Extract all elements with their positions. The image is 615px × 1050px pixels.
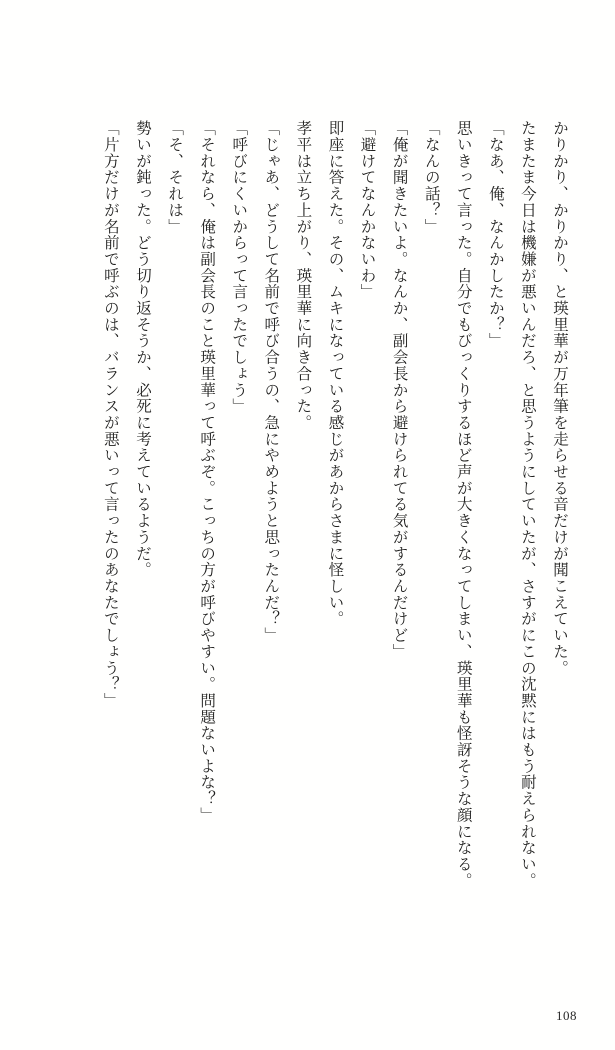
page-text-body: [35, 120, 575, 990]
paragraph: 「片方だけが名前で呼ぶのは、バランスが悪いって言ったのあなたでしょう？」: [101, 120, 119, 709]
paragraph: 即座に答えた。その、ムキになっている感じがあからさまに怪しい。: [326, 120, 344, 627]
paragraph: かりかり、かりかり、と瑛里華が万年筆を走らせる音だけが聞こえていた。: [551, 120, 568, 676]
paragraph: 孝平は立ち上がり、瑛里華に向き合った。: [294, 120, 312, 431]
paragraph: 「俺が聞きたいよ。なんか、副会長から避けられてる気がするんだけど」: [390, 120, 408, 660]
page-number: 108: [555, 1008, 577, 1023]
paragraph: 「避けてなんかないわ」: [358, 120, 376, 300]
paragraph: 「じゃあ、どうして名前で呼び合うの、急にやめようと思ったんだ？」: [262, 120, 280, 644]
paragraph: 「そ、それは」: [166, 120, 184, 235]
paragraph: 思いきって言った。自分でもびっくりするほど声が大きくなってしまい、瑛里華も怪訝そうな顔になる。: [454, 120, 472, 889]
paragraph: 「なんの話？」: [422, 120, 440, 235]
paragraph: 「なあ、俺、なんかしたか？」: [486, 120, 504, 349]
paragraph: 「呼びにくいからって言ったでしょう」: [230, 120, 248, 415]
paragraph: 勢いが鈍った。どう切り返そうか、必死に考えているようだ。: [133, 120, 151, 578]
paragraph: たまたま今日は機嫌が悪いんだろ、と思うようにしていたが、さすがにこの沈黙にはもう耐えられない。: [518, 120, 536, 889]
paragraph: 「それなら、俺は副会長のこと瑛里華って呼ぶぞ。こっちの方が呼びやすい。問題ないよな？」: [198, 120, 216, 824]
